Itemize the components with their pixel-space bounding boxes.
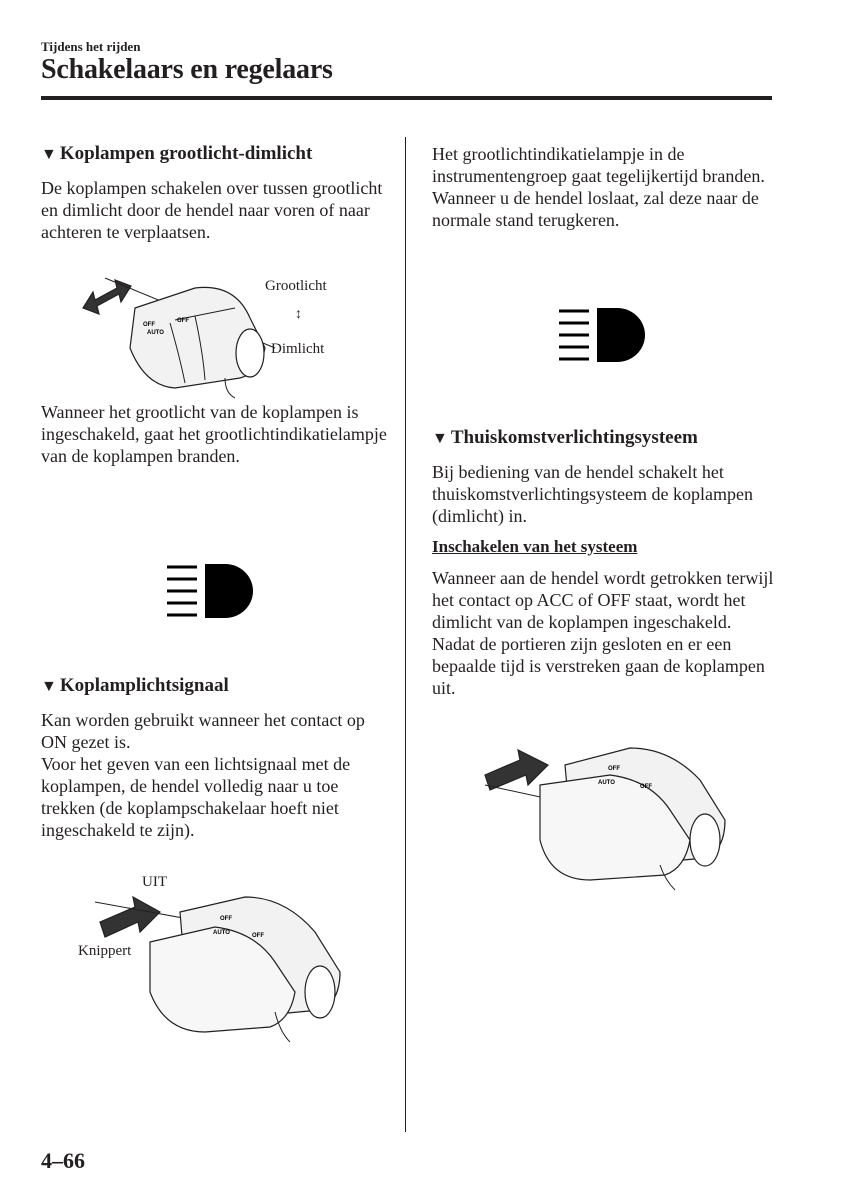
section-koplampen-grootlicht-dimlicht [41, 142, 391, 243]
lever-pull-homecoming-illustration [480, 740, 740, 890]
pull-arrow-icon [485, 750, 548, 790]
label-grootlicht: Grootlicht [265, 278, 327, 294]
switch-off-label: OFF [220, 916, 232, 922]
high-beam-indicator-icon [167, 562, 257, 620]
section-heading [432, 426, 782, 451]
double-arrow-icon [83, 280, 131, 314]
body-text: Wanneer het grootlicht van de koplampen is ingeschakeld, gaat het grootlichtindikatielampje van de koplampen branden. [41, 402, 387, 466]
switch-off-label: OFF [252, 933, 264, 939]
switch-auto-label: AUTO [213, 930, 230, 936]
section-heading [41, 674, 391, 699]
triangle-marker-icon: ▼ [41, 678, 57, 695]
label-dimlicht: Dimlicht [271, 341, 325, 357]
page-title: Schakelaars en regelaars [41, 54, 333, 85]
section-heading [41, 142, 391, 167]
label-knippert: Knippert [78, 943, 132, 959]
page-number: 4–66 [41, 1148, 85, 1173]
heading-text: Thuiskomstverlichtingsysteem [450, 427, 698, 448]
column-divider [405, 137, 406, 1132]
body-text: Wanneer aan de hendel wordt getrokken terwijl het contact op ACC of OFF staat, wordt het dimlicht van de koplampen ingeschakeld. [432, 568, 774, 632]
heading-text: Koplampen grootlicht-dimlicht [59, 143, 313, 164]
paragraph-block [432, 143, 782, 231]
triangle-marker-icon: ▼ [432, 430, 448, 447]
switch-off-label: OFF [608, 766, 620, 772]
body-text: De koplampen schakelen over tussen grootlicht en dimlicht door de hendel naar voren of naar achteren te verplaatsen. [41, 178, 383, 242]
lever-forward-back-illustration [75, 268, 275, 398]
switch-off-label: OFF [640, 784, 652, 790]
triangle-marker-icon: ▼ [41, 146, 57, 163]
body-text: Voor het geven van een lichtsignaal met de koplampen, de hendel volledig naar u toe trekken (de koplampschakelaar hoeft niet ingeschakeld te zijn). [41, 754, 351, 840]
lever-pull-illustration [95, 892, 355, 1042]
up-down-arrow-icon: ↕ [295, 307, 302, 322]
body-text: Het grootlichtindikatielampje in de instrumentengroep gaat tegelijkertijd branden. Wanneer u de hendel loslaat, zal deze naar de normale stand terugkeren. [432, 144, 765, 230]
heading-text: Koplamplichtsignaal [59, 675, 229, 696]
body-text: Bij bediening van de hendel schakelt het thuiskomstverlichtingsysteem de koplampen (dimlicht) in. [432, 462, 753, 526]
subheading: Inschakelen van het systeem [432, 537, 638, 556]
label-uit: UIT [142, 874, 167, 890]
pull-arrow-icon [100, 897, 160, 937]
running-header-section: Tijdens het rijden [41, 39, 141, 54]
body-text: Nadat de portieren zijn gesloten en er een bepaalde tijd is verstreken gaan de koplampen uit. [432, 634, 765, 698]
body-text: Kan worden gebruikt wanneer het contact op ON gezet is. [41, 710, 365, 752]
section-thuiskomstverlichtingsysteem [432, 426, 782, 699]
switch-auto-label: AUTO [598, 780, 615, 786]
paragraph-block [41, 401, 391, 467]
header-rule [41, 96, 772, 100]
switch-off-label: OFF [177, 318, 189, 324]
high-beam-indicator-icon [559, 306, 649, 364]
switch-off-label: OFF [143, 322, 155, 328]
switch-auto-label: AUTO [147, 330, 164, 336]
section-koplamplichtsignaal [41, 674, 391, 841]
